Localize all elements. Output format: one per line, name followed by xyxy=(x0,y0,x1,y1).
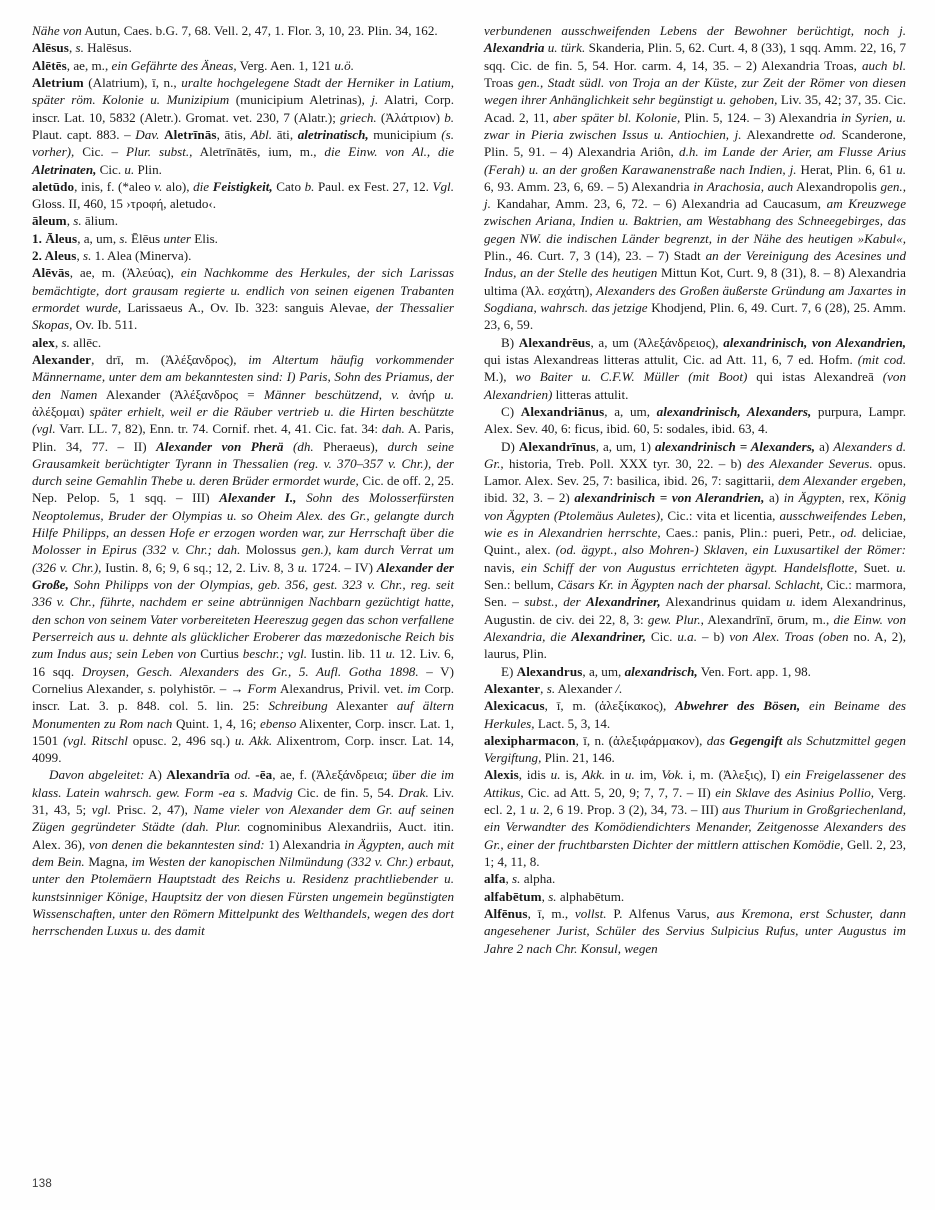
two-column-text-body xyxy=(32,22,907,1152)
page-number: 138 xyxy=(32,1178,53,1190)
dictionary-entry: 2. Aleus, s. 1. Alea (Minerva). xyxy=(32,248,192,264)
dictionary-entry: Alexicacus, ī, m. (ἀλεξίκακος), Abwehrer des Bösen, ein Beiname des Herkules, Lact. 5, 3, 14. xyxy=(484,698,906,731)
dictionary-entry: Alexis, idis u. is, Akk. in u. im, Vok. i, m. (Ἀλεξις), I) ein Freigelassener des Attikus, Cic. ad Att. 5, 20, 9; 7, 7, 7. – II) ein Sklave des Asinius Pollio, Verg. ecl. 2, 1 u. 2, 6 19. Prop. 3 (2), 34, 73. – III) aus Thurium in Großgriechenland, ein Verwandter des Komödiendichters Menander, Zeitgenosse Alexanders des Gr., einer der fruchtbarsten Dichter der mittlern attischen Komödie, Gell. 2, 23, 1; 4, 11, 8. xyxy=(484,767,907,869)
dictionary-entry: alexipharmacon, ī, n. (ἀλεξιφάρμακον), das Gegengift als Schutzmittel gegen Vergiftung, Plin. 21, 146. xyxy=(484,732,906,766)
dictionary-entry: alex, s. allēc. xyxy=(32,334,102,350)
dictionary-entry: Alētēs, ae, m., ein Gefährte des Äneas, Verg. Aen. 1, 121 u.ö. xyxy=(32,57,354,73)
dictionary-entry: alfa, s. alpha. xyxy=(484,871,556,887)
left-column xyxy=(32,22,454,1152)
dictionary-entry: āleum, s. ālium. xyxy=(32,213,118,229)
dictionary-entry: Alēvās, ae, m. (Ἀλεύας), ein Nachkomme des Herkules, der sich Larissas bemächtigte, dort grausam regierte u. endlich von seinen eigenen Trabanten ermordet wurde, Larissaeus A., Ov. Ib. 323: sanguis Alevae, der Thessalier Skopas, Ov. Ib. 511. xyxy=(32,265,455,333)
right-column xyxy=(484,22,906,1152)
dictionary-entry: Alēsus, s. Halēsus. xyxy=(32,40,132,56)
dictionary-entry: Aletrium (Alatrium), ī, n., uralte hochgelegene Stadt der Herniker in Latium, später röm. Kolonie u. Munizipium (municipium Aletrinas), j. Alatri, Corp. inscr. Lat. 10, 5832 (Aletr.). Gromat. vet. 230, 7 (Alatr.); griech. (Ἀλάτριον) b. Plaut. capt. 883. – Dav. Aletrīnās, ātis, Abl. āti, aletrinatisch, municipium (s. vorher), Cic. – Plur. subst., Aletrīnātēs, ium, m., die Einw. von Al., die Aletrinaten, Cic. u. Plin. xyxy=(32,74,455,177)
page-title xyxy=(0,21,1,22)
dictionary-entry: 1. Āleus, a, um, s. Ēlēus unter Elis. xyxy=(32,230,218,246)
dictionary-entry: B) Alexandrēus, a, um (Ἀλεξάνδρειος), alexandrinisch, von Alexandrien, qui istas Alexandreas litteras attulit, Cic. ad Att. 11, 6, 7 ed. Hofm. (mit cod. M.), wo Baiter u. C.F.W. Müller (mit Boot) qui istas Alexandreā (von Alexandrien) litteras attulit. xyxy=(484,334,907,402)
dictionary-entry: Alfēnus, ī, m., vollst. P. Alfenus Varus, aus Kremona, erst Schuster, dann angesehener Jurist, Schüler des Servius Sulpicius Rufus, unter Augustus im Jahre 2 nach Chr. Konsul, wegen xyxy=(484,905,906,956)
dictionary-entry: Alexander, drī, m. (Ἀλέξανδρος), im Altertum häufig vorkommender Männername, unter dem am bekanntesten sind: I) Paris, Sohn des Priamus, der den Namen Alexander (Ἀλέξανδρος = Männer beschützend, v. ἀνήρ u. ἀλέξομαι) später erhielt, weil er die Räuber vertrieb u. die Hirten beschützte (vgl. Varr. LL. 7, 82), Enn. tr. 74. Cornif. rhet. 4, 41. Cic. fat. 34: dah. A. Paris, Plin. 34, 77. – II) Alexander von Pherä (dh. Pheraeus), durch seine Grausamkeit berüchtigter Tyrann in Thessalien (reg. v. 370–357 v. Chr.), der durch seine Gemahlin Thebe u. deren Brüder ermordet wurde, Cic. de off. 2, 25. Nep. Pelop. 5, 1 sqq. – III) Alexander I., Sohn des Molosserfürsten Neoptolemus, Bruder der Olympias u. so Oheim Alex. des Gr., gelangte durch Hilfe Philipps, an dessen Hofe er erzogen worden war, zur Herrschaft über die Molosser in Epirus (332 v. Chr.; dah. Molossus gen.), kam durch Verrat um (326 v. Chr.), Iustin. 8, 6; 9, 6 sq.; 12, 2. Liv. 8, 3 u. 1724. – IV) Alexander der Große, Sohn Philipps von der Olympias, geb. 356, gest. 323 v. Chr., reg. seit 336 v. Chr., führte, nachdem er seine abtrünnigen Nachbarn gezüchtigt hatte, den schon von seinem Vater vorbereiteten Heereszug gegen das schon verfallene Perserreich aus u. dehnte als glücklicher Eroberer das mœzedonische Reich bis zum Indus aus; sein Leben von Curtius beschr.; vgl. Iustin. lib. 11 u. 12. Liv. 6, 16 sqq. Droysen, Gesch. Alexanders des Gr., 5. Aufl. Gotha 1898. – V) Cornelius Alexander, s. polyhistōr. – → Form Alexandrus, Privil. vet. im Corp. inscr. Lat. 3. p. 848. col. 5. lin. 25: Schreibung Alexanter auf ältern Monumenten zu Rom nach Quint. 1, 4, 16; ebenso Alixenter, Corp. inscr. Lat. 1, 1501 (vgl. Ritschl opusc. 2, 496 sq.) u. Akk. Alixentrom, Corp. inscr. Lat. 14, 4099. xyxy=(32,351,455,766)
dictionary-entry: aletūdo, inis, f. (*aleo v. alo), die Feistigkeit, Cato b. Paul. ex Fest. 27, 12. Vgl. Gloss. II, 460, 15 ›τροφή, aletudo‹. xyxy=(32,178,454,212)
dictionary-entry: Nähe von Autun, Caes. b.G. 7, 68. Vell. 2, 47, 1. Flor. 3, 10, 23. Plin. 34, 162. xyxy=(32,23,438,38)
dictionary-entry: alfabētum, s. alphabētum. xyxy=(484,888,625,904)
dictionary-entry: C) Alexandriānus, a, um, alexandrinisch, Alexanders, purpura, Lampr. Alex. Sev. 40, 6: ficus, ibid. 60, 5: sodales, ibid. 63, 4. xyxy=(484,403,906,437)
dictionary-entry: D) Alexandrīnus, a, um, 1) alexandrinisch = Alexanders, a) Alexanders d. Gr., historia, Treb. Poll. XXX tyr. 30, 22. – b) des Alexander Severus. opus. Lamor. Alex. Sev. 25, 7: basilica, ibid. 26, 7: sagittarii, dem Alexander ergeben, ibid. 32, 3. – 2) alexandrinisch = von Alerandrien, a) in Ägypten, rex, König von Ägypten (Ptolemäus Auletes), Cic.: vita et licentia, ausschweifendes Leben, wie es in Alexandrien herrschte, Caes.: panis, Plin.: pueri, Petr., od. deliciae, Quint., alex. (od. ägypt., also Mohren-) Sklaven, ein Luxusartikel der Römer: navis, ein Schiff der von Augustus errichteten ägypt. Handelsflotte, Suet. u. Sen.: bellum, Cäsars Kr. in Ägypten nach der pharsal. Schlacht, Cic.: marmora, Sen. – subst., der Alexandriner, Alexandrinus quidam u. idem Alexandrinus, Augustin. de civ. dei 22, 8, 3: gew. Plur., Alexandrīnī, ōrum, m., die Einw. von Alexandria, die Alexandriner, Cic. u.a. – b) von Alex. Troas (oben no. A, 2), laurus, Plin. xyxy=(484,438,907,662)
dictionary-entry: Alexanter, s. Alexander /. xyxy=(484,680,623,696)
dictionary-entry: Davon abgeleitet: A) Alexandrīa od. -ēa, ae, f. (Ἀλεξάνδρεια; über die im klass. Latein wahrsch. gew. Form -ea s. Madvig Cic. de fin. 5, 54. Drak. Liv. 31, 43, 5; vgl. Prisc. 2, 47), Name vieler von Alexander dem Gr. auf seinen Zügen gegründeter Städte (dah. Plur. cognominibus Alexandriis, Auct. itin. Alex. 36), von denen die bekanntesten sind: 1) Alexandria in Ägypten, auch mit dem Bein. Magna, im Westen der kanopischen Nilmündung (332 v. Chr.) erbaut, unter den Ptolemäern Hauptstadt des Reichs u. Residenz prachtliebender u. kunstsinniger Könige, Hauptsitz der von diesen Fürsten ungemein begünstigten Wissenschaften, unter den Römern Mittelpunkt des Welthandels, wegen des dort herrschenden Luxus u. des damit xyxy=(32,767,455,939)
dictionary-entry: verbundenen ausschweifenden Lebens der Bewohner berüchtigt, noch j. Alexandria u. türk. Skanderia, Plin. 5, 62. Curt. 4, 8 (33), 1 sqq. Amm. 22, 16, 7 sqq. Cic. de fin. 5, 54. Hor. carm. 4, 14, 35. – 2) Alexandria Troas, auch bl. Troas gen., Stadt südl. von Troja an der Küste, zur Zeit der Römer von diesen wegen ihrer Anhänglichkeit sehr begünstigt u. gehoben, Liv. 35, 42; 37, 35. Cic. Acad. 2, 11, aber später bl. Kolonie, Plin. 5, 124. – 3) Alexandria in Syrien, u. zwar in Pieria zwischen Issus u. Antiochien, j. Alexandrette od. Scanderone, Plin. 5, 91. – 4) Alexandria Ariôn, d.h. im Lande der Arier, am Flusse Arius (Ferah) u. an der großen Karawanenstraße nach Indien, j. Herat, Plin. 6, 61 u. 6, 93. Amm. 23, 6, 69. – 5) Alexandria in Arachosia, auch Alexandropolis gen., j. Kandahar, Amm. 23, 6, 72. – 6) Alexandria ad Caucasum, am Kreuzwege zwischen Ariana, Indien u. Baktrien, am Westabhang des Schneegebirges, das gegen NW. die indischen Länder begrenzt, in der Nähe des heutigen »Kabul«, Plin., 46. Curt. 7, 3 (14), 23. – 7) Stadt an der Vereinigung des Acesines und Indus, an der Stelle des heutigen Mittun Kot, Curt. 9, 8 (31), 8. – 8) Alexandria ultima (Ἀλ. εσχάτη), Alexanders des Großen äußerste Gründung am Jaxartes in Sogdiana, wahrsch. das jetzige Khodjend, Plin. 6, 49. Curt. 7, 6 (28), 25. Amm. 23, 6, 59. xyxy=(484,23,907,333)
dictionary-entry: E) Alexandrus, a, um, alexandrisch, Ven. Fort. app. 1, 98. xyxy=(501,663,811,679)
